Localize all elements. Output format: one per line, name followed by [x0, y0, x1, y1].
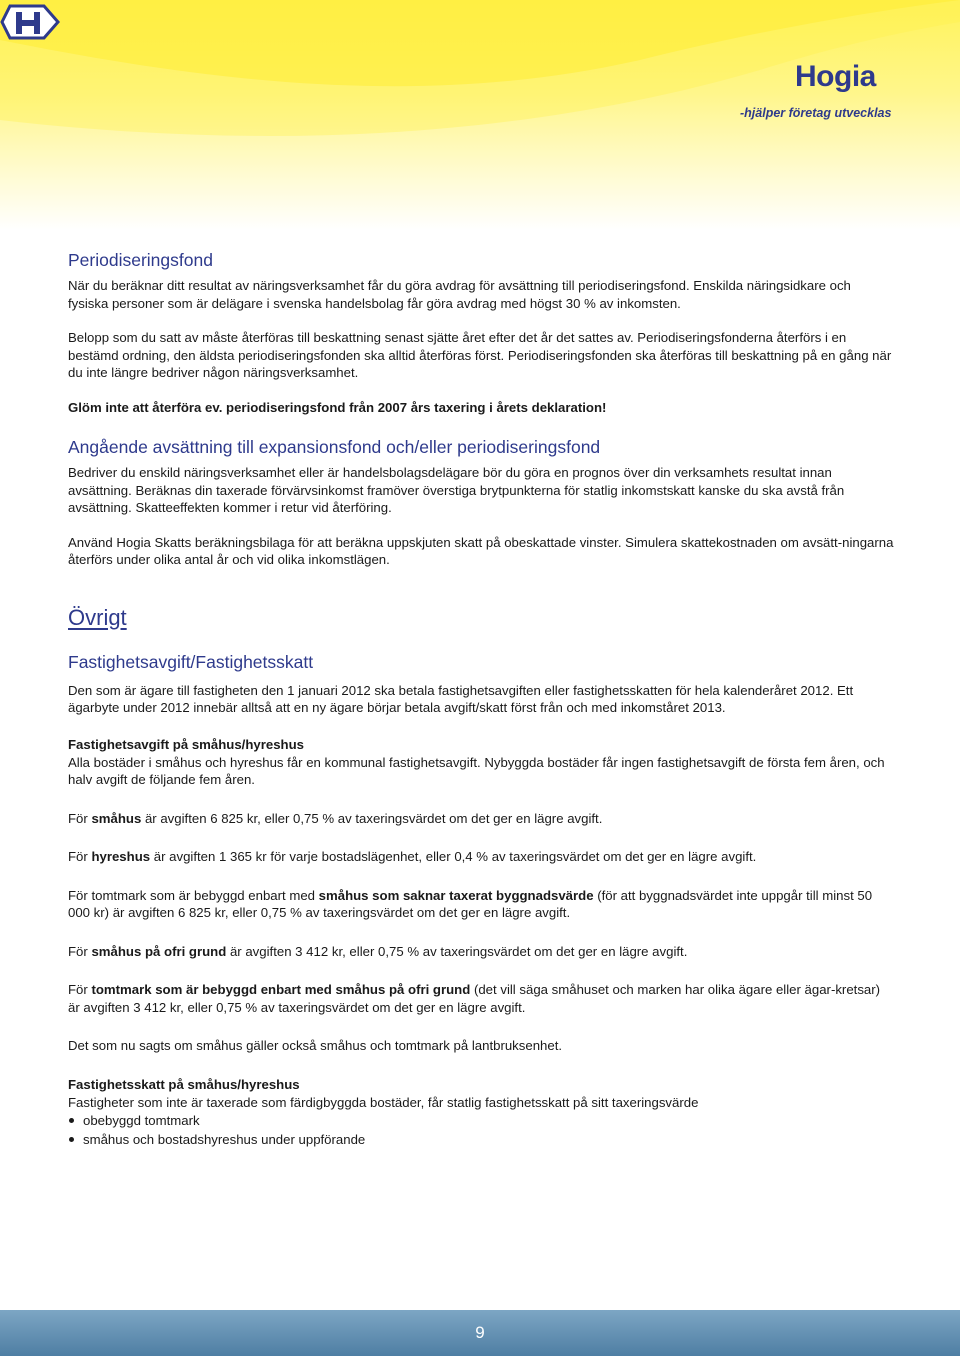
bold-text: tomtmark som är bebyggd enbart med småhus på ofri grund [91, 982, 471, 997]
logo-tagline: -hjälper företag utvecklas [740, 106, 892, 120]
text: För [68, 982, 92, 997]
page-number: 9 [475, 1323, 485, 1342]
paragraph: Använd Hogia Skatts beräkningsbilaga för att beräkna uppskjuten skatt på obeskattade vinster. Simulera skattekostnaden om avsätt-ningarna återförs under olika antal år och vid olika inkomstlägen. [68, 534, 894, 567]
text: För [68, 810, 92, 826]
page-content [68, 249, 894, 1149]
logo-wordmark: Hogia [795, 60, 876, 93]
bold-text: småhus på ofri grund [91, 943, 227, 959]
section-title-periodiseringsfond: Periodiseringsfond [68, 250, 213, 270]
section-title-angaende: Angående avsättning till expansionsfond och/eller periodiseringsfond [68, 437, 601, 457]
hogia-logo [0, 0, 170, 70]
text: (det vill säga småhuset och marken har olika ägare eller ägar-kretsar) är avgiften 3 412 kr, eller 0,75 % av taxeringsvärdet om det ger en lägre avgift. [68, 982, 881, 1015]
paragraph: Belopp som du satt av måste återföras till beskattning senast sjätte året efter det år det sattes av. Periodiseringsfonderna återförs i en bestämd ordning, den äldsta periodiseringsfonden ska alltid återföras först. Periodiseringsfonden ska återföras till beskattning på en gång när du inte längre bedriver någon näringsverksamhet. [68, 330, 892, 380]
bold-text: småhus som saknar taxerat byggnadsvärde [318, 887, 594, 903]
header-band [0, 0, 960, 230]
list-item: obebyggd tomtmark [68, 1111, 894, 1130]
paragraph: Det som nu sagts om småhus gäller också småhus och tomtmark på lantbruksenhet. [68, 1038, 563, 1053]
text: För [68, 849, 92, 864]
subheading-fastighetsskatt: Fastighetsskatt på småhus/hyreshus [68, 1076, 300, 1092]
section-title-fastighet: Fastighetsavgift/Fastighetsskatt [68, 651, 314, 672]
subheading-fastighetsavgift: Fastighetsavgift på småhus/hyreshus [68, 736, 304, 752]
paragraph-ofri-grund [68, 943, 894, 961]
text: är avgiften 1 365 kr för varje bostadslägenhet, eller 0,4 % av taxeringsvärdet om det ger en lägre avgift. [150, 849, 757, 864]
paragraph: Alla bostäder i småhus och hyreshus får en kommunal fastighetsavgift. Nybyggda bostäder får ingen fastighetsavgift de första fem åren, och halv avgift de följande fem åren. [68, 754, 885, 787]
text: är avgiften 6 825 kr, eller 0,75 % av taxeringsvärdet om det ger en lägre avgift. [141, 810, 603, 826]
paragraph: När du beräknar ditt resultat av näringsverksamhet får du göra avdrag för avsättning till periodiseringsfond. Enskilda näringsidkare och fysiska personer som är delägare i svenska handelsbolag får göra avdrag med högst 30 % av inkomsten. [68, 278, 851, 311]
paragraph-tomtmark-ofri [68, 981, 894, 1016]
paragraph-tomtmark [68, 887, 894, 922]
bullet-list [68, 1111, 894, 1149]
reminder-text: Glöm inte att återföra ev. periodiseringsfond från 2007 års taxering i årets deklaration! [68, 399, 607, 415]
paragraph: Bedriver du enskild näringsverksamhet eller är handelsbolagsdelägare bör du göra en prognos över din verksamhets resultat innan avsättning. Beräknas din taxerade förvärvsinkomst framöver överstiga brytpunkterna för statlig inkomstskatt kanske du ska avstå från avsättning. Skatteeffekten kommer i retur vid återföring. [68, 465, 845, 515]
bold-text: hyreshus [91, 849, 151, 864]
text: (för att byggnadsvärdet inte uppgår till minst 50 000 kr) är avgiften 6 825 kr, eller 0,75 % av taxeringsvärdet om det ger en lägre avgift. [68, 887, 873, 920]
paragraph-hyreshus [68, 848, 894, 866]
paragraph: Den som är ägare till fastigheten den 1 januari 2012 ska betala fastighetsavgiften eller fastighetsskatten för hela kalenderåret 2012. Ett ägarbyte under 2012 innebär alltså att en ny ägare börjar betala avgift/skatt först från och med inkomståret 2013. [68, 682, 854, 715]
text: är avgiften 3 412 kr, eller 0,75 % av taxeringsvärdet om det ger en lägre avgift. [226, 943, 688, 959]
footer-band [0, 1310, 960, 1356]
text: För tomtmark som är bebyggd enbart med [68, 887, 319, 903]
paragraph-smahus [68, 810, 894, 828]
text: För [68, 943, 92, 959]
list-item: småhus och bostadshyreshus under uppförande [68, 1130, 894, 1149]
section-title-ovrigt: Övrigt [68, 604, 127, 630]
paragraph: Fastigheter som inte är taxerade som färdigbyggda bostäder, får statlig fastighetsskatt på sitt taxeringsvärde [68, 1094, 699, 1110]
bold-text: småhus [91, 810, 142, 826]
